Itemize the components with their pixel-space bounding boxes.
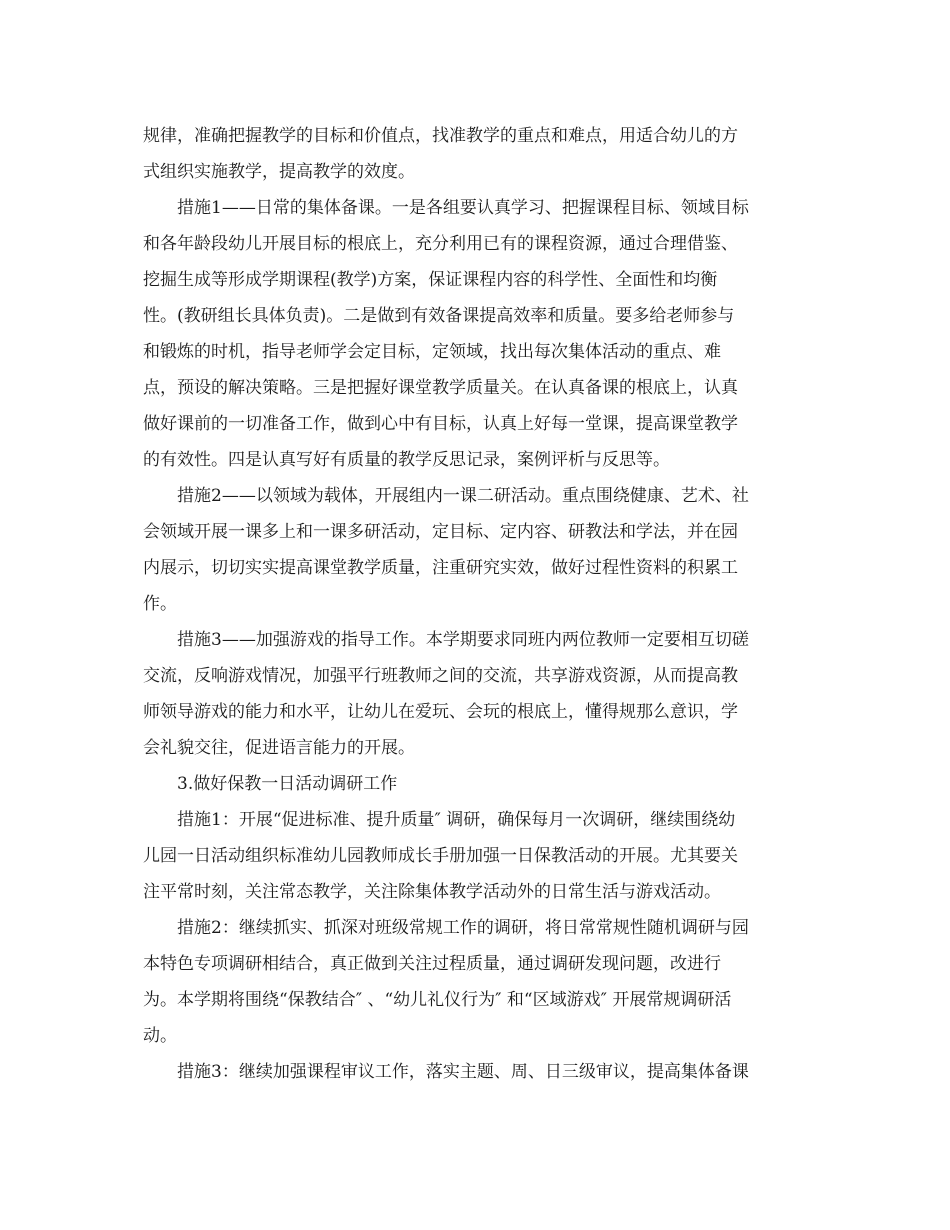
paragraph-line: 作。 xyxy=(143,594,177,614)
paragraph-line: 措施3——加强游戏的指导工作。本学期要求同班内两位教师一定要相互切磋 xyxy=(177,630,749,650)
paragraph-line: 挖掘生成等形成学期课程(教学)方案，保证课程内容的科学性、全面性和均衡 xyxy=(143,270,718,290)
paragraph-line: 本特色专项调研相结合，真正做到关注过程质量，通过调研发现问题，改进行 xyxy=(143,954,721,974)
paragraph-line: 交流，反响游戏情况，加强平行班教师之间的交流，共享游戏资源，从而提高教 xyxy=(143,666,738,686)
paragraph-line: 点，预设的解决策略。三是把握好课堂教学质量关。在认真备课的根底上，认真 xyxy=(143,378,738,398)
paragraph-line: 的有效性。四是认真写好有质量的教学反思记录，案例评析与反思等。 xyxy=(143,450,670,470)
paragraph-line: 会领域开展一课多上和一课多研活动，定目标、定内容、研教法和学法，并在园 xyxy=(143,522,738,542)
paragraph-line: 3.做好保教一日活动调研工作 xyxy=(177,774,398,794)
paragraph-line: 措施2——以领域为载体，开展组内一课二研活动。重点围绕健康、艺术、社 xyxy=(177,486,749,506)
paragraph-line: 儿园一日活动组织标准幼儿园教师成长手册加强一日保教活动的开展。尤其要关 xyxy=(143,846,738,866)
paragraph-line: 式组织实施教学，提高教学的效度。 xyxy=(143,162,415,182)
paragraph-line: 措施1——日常的集体备课。一是各组要认真学习、把握课程目标、领域目标 xyxy=(177,198,749,218)
paragraph-line: 性。(教研组长具体负责)。二是做到有效备课提高效率和质量。要多给老师参与 xyxy=(143,306,735,326)
paragraph-line: 规律，准确把握教学的目标和价值点，找准教学的重点和难点，用适合幼儿的方 xyxy=(143,126,738,146)
paragraph-line: 和各年龄段幼儿开展目标的根底上，充分利用已有的课程资源，通过合理借鉴、 xyxy=(143,234,738,254)
paragraph-line: 会礼貌交往，促进语言能力的开展。 xyxy=(143,738,415,758)
paragraph-line: 注平常时刻，关注常态教学，关注除集体教学活动外的日常生活与游戏活动。 xyxy=(143,882,721,902)
paragraph-line: 为。本学期将围绕“保教结合″ 、“幼儿礼仪行为″ 和“区域游戏″ 开展常规调研活 xyxy=(143,990,732,1010)
paragraph-line: 动。 xyxy=(143,1026,177,1046)
body-text xyxy=(143,118,823,1090)
paragraph-line: 措施1：开展“促进标准、提升质量″ 调研，确保每月一次调研，继续围绕幼 xyxy=(177,810,736,830)
paragraph-line: 措施2：继续抓实、抓深对班级常规工作的调研，将日常常规性随机调研与园 xyxy=(177,918,749,938)
paragraph-line: 措施3：继续加强课程审议工作，落实主题、周、日三级审议，提高集体备课 xyxy=(177,1062,749,1082)
paragraph-line: 师领导游戏的能力和水平，让幼儿在爱玩、会玩的根底上，懂得规那么意识，学 xyxy=(143,702,738,722)
paragraph-line: 内展示，切切实实提高课堂教学质量，注重研究实效，做好过程性资料的积累工 xyxy=(143,558,738,578)
paragraph-line: 做好课前的一切准备工作，做到心中有目标，认真上好每一堂课，提高课堂教学 xyxy=(143,414,738,434)
paragraph-line: 和锻炼的时机，指导老师学会定目标，定领域，找出每次集体活动的重点、难 xyxy=(143,342,721,362)
